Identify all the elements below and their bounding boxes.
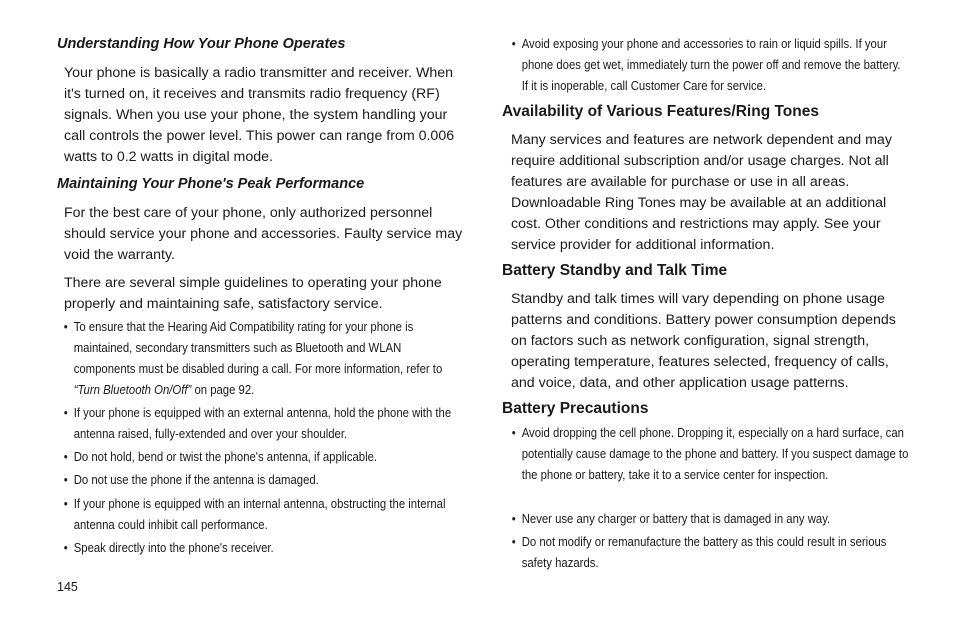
list-item: • Do not hold, bend or twist the phone's antenna, if applicable. xyxy=(62,447,456,468)
list-item: • To ensure that the Hearing Aid Compatibility rating for your phone is maintained, secondary transmitters such as Bluetooth and WLAN components must be disabled during a call. For more information, refer to “Turn Bluetooth On/Off” on page 92. xyxy=(62,317,456,401)
bullet-icon: • xyxy=(63,473,68,487)
paragraph-phone-operates: Your phone is basically a radio transmitter and receiver. When it's turned on, it receives and transmits radio frequency (RF) signals. When you use your phone, the system handling your call controls the power level. This power can range from 0.006 watts to 0.2 watts in digital mode. xyxy=(64,65,455,165)
bullet-icon: • xyxy=(63,497,68,511)
bullet-icon: • xyxy=(63,541,68,555)
paragraph-battery-standby: Standby and talk times will vary depending on phone usage patterns and conditions. Battery power consumption depends on factors such as network configuration, signal strength, operating temperature, features selected, frequency of calls, and voice, data, and other application usage patterns. xyxy=(511,291,896,391)
cross-reference-link[interactable]: “Turn Bluetooth On/Off” xyxy=(73,383,192,397)
list-item: • Never use any charger or battery that is damaged in any way. xyxy=(510,509,909,530)
section-heading-availability: Availability of Various Features/Ring Tones xyxy=(502,103,819,120)
paragraph-guidelines: There are several simple guidelines to operating your phone properly and maintaining safe, satisfactory service. xyxy=(64,275,442,312)
page-number: 145 xyxy=(57,580,78,594)
section-heading-battery-standby: Battery Standby and Talk Time xyxy=(502,262,728,279)
bullet-icon: • xyxy=(511,426,516,440)
list-item: • Do not use the phone if the antenna is damaged. xyxy=(62,470,456,491)
bullet-icon: • xyxy=(511,535,516,549)
bullet-icon: • xyxy=(511,512,516,526)
paragraph-availability: Many services and features are network dependent and may require additional subscription and/or usage charges. Not all features are available for purchase or use in all areas. Downloadable Ring Tones may be available at an additional cost. Other conditions and restrictions may apply. See your service provider for additional information. xyxy=(511,132,892,253)
list-item: • Do not modify or remanufacture the battery as this could result in serious safety hazards. xyxy=(510,532,909,574)
list-item: • If your phone is equipped with an internal antenna, obstructing the internal antenna could inhibit call performance. xyxy=(62,494,456,536)
bullet-icon: • xyxy=(63,320,68,334)
bullet-icon: • xyxy=(63,450,68,464)
bullet-icon: • xyxy=(63,406,68,420)
section-heading-battery-precautions: Battery Precautions xyxy=(502,400,649,417)
section-heading-phone-operates: Understanding How Your Phone Operates xyxy=(57,36,346,52)
list-item: • Speak directly into the phone's receiver. xyxy=(62,538,456,559)
section-heading-peak-performance: Maintaining Your Phone's Peak Performance xyxy=(57,176,365,192)
bullet-icon: • xyxy=(511,37,516,51)
paragraph-authorized-service: For the best care of your phone, only authorized personnel should service your phone and accessories. Faulty service may void the warranty. xyxy=(64,205,463,263)
list-item: • Avoid exposing your phone and accessories to rain or liquid spills. If your phone does get wet, immediately turn the power off and remove the battery. If it is inoperable, call Customer Care for service. xyxy=(510,34,909,97)
list-item: • Avoid dropping the cell phone. Dropping it, especially on a hard surface, can potentially cause damage to the phone and battery. If you suspect damage to the phone or battery, take it to a service center for inspection. xyxy=(510,423,909,486)
list-item: • If your phone is equipped with an external antenna, hold the phone with the antenna raised, fully-extended and over your shoulder. xyxy=(62,403,456,445)
